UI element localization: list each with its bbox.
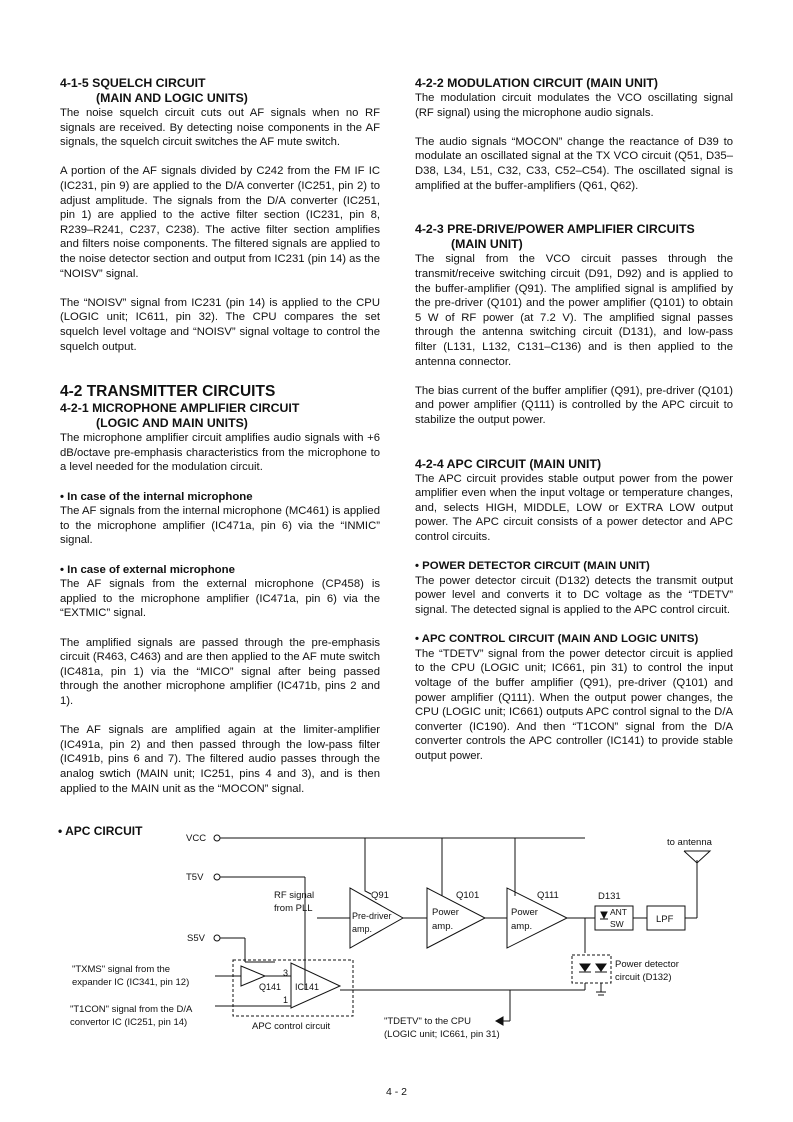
- paragraph: The “TDETV” signal from the power detector circuit is applied to the CPU (LOGIC unit; IC661, pin 31) to control the input voltage of the buffer amplifier (Q91), pre-driver (Q101) and power amplifier (Q111). When the output power changes, the CPU (LOGIC unit; IC661) outputs APC control signal to the D/A converter (IC190). And then “T1CON” signal from the D/A converter controls the APC controller (IC141) to provide stable output power.: [415, 647, 733, 762]
- svg-text:Q91: Q91: [371, 890, 389, 901]
- bullet-heading: • POWER DETECTOR CIRCUIT (MAIN UNIT): [415, 560, 650, 573]
- chapter-heading: 4-2 TRANSMITTER CIRCUITS: [60, 383, 276, 401]
- svg-text:amp.: amp.: [511, 921, 533, 932]
- svg-text:Power: Power: [511, 907, 538, 918]
- svg-text:Pre-driver: Pre-driver: [352, 911, 392, 921]
- svg-text:"T1CON" signal from the D/A: "T1CON" signal from the D/A: [70, 1004, 193, 1015]
- section-4-2: [60, 383, 380, 796]
- svg-text:Power: Power: [432, 907, 459, 918]
- section-title: 4-2-4 APC CIRCUIT (MAIN UNIT): [415, 456, 602, 471]
- bullet-heading: • In case of external microphone: [60, 563, 235, 576]
- paragraph: The audio signals “MOCON” change the reactance of D39 to modulate an oscillated signal at the TX VCO circuit (Q51, D35–D38, L34, L51, C32, C33, C52–C54). The oscillated signal is amplified at the buffer-amplifiers (Q61, Q62).: [415, 135, 733, 192]
- paragraph: The AF signals from the internal microphone (MC461) is applied to the microphone amplifier (IC471a, pin 6) via the “INMIC” signal.: [60, 505, 380, 547]
- diagram-title: • APC CIRCUIT: [58, 824, 143, 838]
- svg-text:circuit (D132): circuit (D132): [615, 972, 672, 983]
- paragraph: A portion of the AF signals divided by C242 from the FM IF IC (IC231, pin 9) are applied to the D/A converter (IC251, pin 2) to adjust amplitude. The signals from the D/A converter (IC251, pin 1) are applied to the active filter section (IC231, pin 8, R239–R241, C237, C238). The active filter section amplifies and filters noise components. The filtered signals are applied to the noise detector section and output from IC231 (pin 14) as the “NOISV” signal.: [60, 165, 380, 280]
- svg-text:"TXMS" signal from the: "TXMS" signal from the: [72, 964, 171, 975]
- paragraph: The amplified signals are passed through the pre-emphasis circuit (R463, C463) and are then applied to the AF mute switch (IC481a, pin 1) via the “MICO” signal after being passed through the another microphone amplifier (IC471b, pins 2 and 1).: [60, 636, 380, 707]
- section-4-2-4: [415, 457, 733, 764]
- svg-text:Q111: Q111: [537, 890, 559, 901]
- t5v-label: T5V: [186, 872, 204, 883]
- paragraph: The power detector circuit (D132) detects the transmit output power level and converts it to DC voltage as the “TDETV” signal. The detected signal is applied to the APC control circuit.: [415, 574, 733, 616]
- bullet-heading: • APC CONTROL CIRCUIT (MAIN AND LOGIC UNITS): [415, 633, 699, 646]
- svg-text:"TDETV" to the CPU: "TDETV" to the CPU: [384, 1016, 471, 1027]
- svg-text:ANT: ANT: [610, 907, 627, 917]
- section-4-2-3: [415, 222, 733, 427]
- section-title: 4-2-1 MICROPHONE AMPLIFIER CIRCUIT (LOGIC AND MAIN UNITS): [60, 401, 300, 431]
- svg-text:Power detector: Power detector: [615, 959, 679, 970]
- svg-text:convertor IC (IC251, pin 14): convertor IC (IC251, pin 14): [70, 1017, 188, 1028]
- bullet-heading: • In case of the internal microphone: [60, 490, 253, 503]
- svg-text:D131: D131: [598, 891, 621, 902]
- left-column: [60, 76, 380, 811]
- paragraph: The “NOISV” signal from IC231 (pin 14) is applied to the CPU (LOGIC unit; IC611, pin 32). The CPU compares the set squelch level voltage and “NOISV” signal voltage to control the squelch output.: [60, 296, 380, 353]
- svg-text:from PLL: from PLL: [274, 903, 313, 914]
- t5v-terminal: [214, 874, 220, 880]
- section-4-1-5: [60, 76, 380, 354]
- svg-text:1: 1: [283, 995, 289, 1005]
- svg-text:(LOGIC unit; IC661, pin 31): (LOGIC unit; IC661, pin 31): [384, 1029, 500, 1040]
- svg-text:to antenna: to antenna: [667, 837, 712, 848]
- paragraph: The bias current of the buffer amplifier (Q91), pre-driver (Q101) and power amplifier (Q111) is controlled by the APC circuit to stabilize the output power.: [415, 384, 733, 426]
- svg-text:SW: SW: [610, 919, 624, 929]
- svg-text:IC141: IC141: [295, 982, 320, 992]
- paragraph: The signal from the VCO circuit passes through the transmit/receive switching circuit (D91, D92) and is applied to the buffer-amplifier (Q91). The amplified signal is amplified by the pre-driver (Q101) and the power amplifier (Q101) to obtain 5 W of RF power (at 7.2 V). The amplified signal passes through the antenna switching circuit (D131), and low-pass filter (L131, L132, C131–C136) and is then applied to the antenna connector.: [415, 253, 733, 368]
- svg-text:Q101: Q101: [456, 890, 480, 901]
- svg-text:amp.: amp.: [352, 924, 373, 934]
- vcc-terminal: [214, 835, 220, 841]
- svg-text:RF signal: RF signal: [274, 890, 315, 901]
- section-title: 4-1-5 SQUELCH CIRCUIT (MAIN AND LOGIC UNITS): [60, 76, 248, 105]
- page-number: 4 - 2: [385, 1086, 407, 1098]
- paragraph: The noise squelch circuit cuts out AF signals when no RF signals are received. By detecting noise components in the AF signals, the squelch circuit switches the AF mute switch.: [60, 107, 380, 149]
- s5v-label: S5V: [187, 933, 205, 944]
- paragraph: The AF signals are amplified again at the limiter-amplifier (IC491a, pin 2) and then passed through the low-pass filter (IC491b, pins 6 and 7). The filtered audio passes through the analog swtich (MAIN unit; IC251, pins 4 and 3), and is then applied to the MAIN unit as the “MOCON” signal.: [60, 724, 380, 795]
- paragraph: The AF signals from the external microphone (CP458) is applied to the microphone amplifier (IC471a, pin 6) via the “EXTMIC” signal.: [60, 578, 380, 620]
- svg-text:LPF: LPF: [656, 914, 674, 925]
- paragraph: The modulation circuit modulates the VCO oscillating signal (RF signal) using the microphone audio signals.: [415, 92, 733, 119]
- svg-text:APC control circuit: APC control circuit: [252, 1021, 331, 1032]
- paragraph: The microphone amplifier circuit amplifies audio signals with +6 dB/octave pre-emphasis characteristics from the microphone to a level needed for the modulation circuit.: [60, 432, 380, 474]
- vcc-label: VCC: [186, 833, 207, 844]
- svg-text:expander IC (IC341, pin 12): expander IC (IC341, pin 12): [72, 977, 190, 988]
- section-4-2-2: [415, 76, 733, 193]
- right-column: [415, 76, 733, 778]
- paragraph: The APC circuit provides stable output power from the power amplifier even when the input voltage or temperature changes, and, selects HIGH, MIDDLE, LOW or EXTRA LOW output power. The APC circuit consists of a power detector and APC control circuits.: [415, 472, 733, 544]
- svg-text:amp.: amp.: [432, 921, 454, 932]
- s5v-terminal: [214, 935, 220, 941]
- section-title: 4-2-3 PRE-DRIVE/POWER AMPLIFIER CIRCUITS (MAIN UNIT): [415, 222, 695, 252]
- svg-text:Q141: Q141: [259, 982, 282, 992]
- section-title: 4-2-2 MODULATION CIRCUIT (MAIN UNIT): [415, 76, 658, 90]
- svg-text:3: 3: [283, 968, 289, 978]
- apc-circuit-diagram: [55, 818, 735, 1048]
- power-detector: [572, 955, 611, 983]
